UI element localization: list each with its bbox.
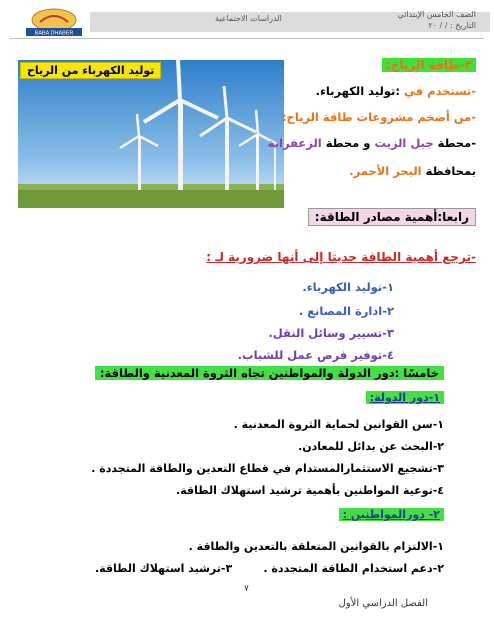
line4-b: البحر الأحمر. (349, 164, 422, 178)
citizen-item-2: ٢-دعم استخدام الطاقة المتجددة . (263, 562, 444, 575)
footer-term: الفصل الدراسي الأول (338, 598, 428, 609)
section3-title: ٣-طاقة الرياح: (382, 58, 476, 72)
section4-item-1: ١-توليد الكهرباء. (302, 280, 394, 294)
section3-line3 (268, 136, 476, 150)
section4-item-2: ٢-ادارة المصانع . (298, 304, 394, 318)
section3-line1 (316, 84, 476, 98)
line3-a: -محطة (433, 136, 476, 150)
state-item-4: ٤-توعية المواطنين بأهمية ترشيد استهلاك الطاقة. (176, 484, 444, 497)
state-item-3: ٣-تشجيع الاستثمارالمستدام في قطاع التعدين والطاقة المتجددة . (91, 462, 444, 475)
header-date: التاريخ : / / ٢٠ (428, 21, 476, 30)
header-divider (10, 38, 484, 39)
section4-item-3: ٣-تسيير وسائل النقل. (268, 326, 394, 340)
line4-a: بمحافظة (421, 164, 476, 178)
line3-d: الزعفرانة (267, 136, 322, 150)
section4-subtitle: -ترجع أهمية الطاقة حديثا إلى أنها ضرورية لـ : (206, 250, 476, 264)
citizen-item-1: ١-الالتزام بالقوانين المتعلقة بالتعدين والطاقة . (188, 540, 444, 553)
section3-line4 (349, 164, 476, 178)
state-item-2: ٢-البحث عن بدائل للمعادن. (298, 440, 444, 453)
state-item-1: ١-سن القوانين لحماية الثروة المعدنية . (233, 418, 444, 431)
page-number: ٧ (244, 584, 249, 594)
page-header (0, 0, 494, 42)
section4-title: رابعا:أهمية مصادر الطاقة: (308, 208, 476, 226)
citizens-role-title: ٢- دورالمواطنين : (339, 508, 444, 521)
line3-c: و محطة (321, 136, 375, 150)
logo-text: BABA DHABER (34, 30, 74, 37)
photo-caption: توليد الكهرباء من الرياح (20, 62, 161, 79)
wind-farm-image (18, 60, 284, 208)
section5-title: خامسًا :دور الدولة والمواطنين تجاه الثروة المعدنية والطاقة: (95, 366, 444, 380)
header-grade: الصف الخامس الإبتدائي (397, 10, 476, 19)
state-role-title: ١-دور الدولة: (366, 391, 444, 404)
citizen-item-3: ٣-ترشيد استهلاك الطاقة. (95, 562, 233, 575)
section3-line1-lead: -تستخدم في (399, 84, 476, 98)
school-logo (20, 6, 88, 38)
section4-item-4: ٤-توفير فرص عمل للشباب. (237, 348, 394, 362)
header-subject: الدراسات الاجتماعية (215, 14, 282, 23)
section3-line1-rest: :توليد الكهرباء. (315, 84, 400, 98)
line3-b: جبل الزيت (374, 136, 434, 150)
section3-line2: -من أضخم مشروعات طاقة الرياح: (281, 110, 476, 124)
